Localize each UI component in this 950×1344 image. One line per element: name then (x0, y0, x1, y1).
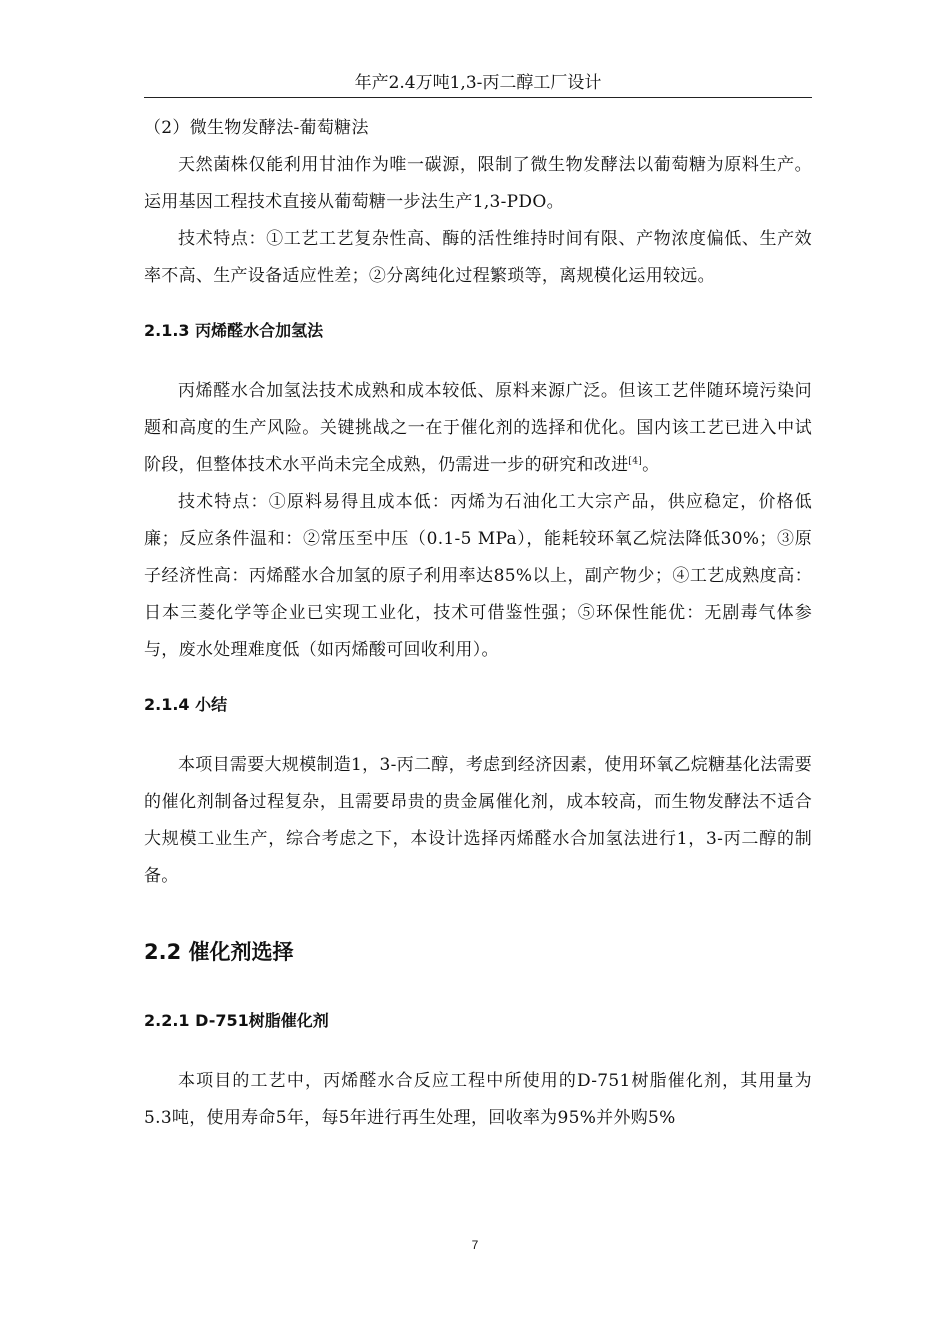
page-header (144, 72, 812, 98)
citation-ref: [4] (628, 456, 643, 467)
section-2-1-3-paragraph-1 (144, 373, 812, 484)
section-2-1-3-paragraph-1-text: 丙烯醛水合加氢法技术成熟和成本较低、原料来源广泛。但该工艺伴随环境污染问题和高度的生产风险。关键挑战之一在于催化剂的选择和优化。国内该工艺已进入中试阶段，但整体技术水平尚未完全成熟，仍需进一步的研究和改进 (144, 381, 812, 475)
section-2-1-3-heading: 2.1.3 丙烯醛水合加氢法 (144, 321, 324, 340)
section-2-2-heading: 2.2 催化剂选择 (144, 940, 294, 964)
section-2-1-4-paragraph-1: 本项目需要大规模制造1，3-丙二醇，考虑到经济因素，使用环氧乙烷糖基化法需要的催化剂制备过程复杂，且需要昂贵的贵金属催化剂，成本较高，而生物发酵法不适合大规模工业生产，综合考虑之下，本设计选择丙烯醛水合加氢法进行1，3-丙二醇的制备。 (144, 755, 812, 886)
section-2-2-1-paragraph-1: 本项目的工艺中，丙烯醛水合反应工程中所使用的D-751树脂催化剂，其用量为5.3吨，使用寿命5年，每5年进行再生处理，回收率为95%并外购5% (144, 1071, 812, 1128)
page-number: 7 (471, 1238, 479, 1252)
method2-paragraph-1: 天然菌株仅能利用甘油作为唯一碳源，限制了微生物发酵法以葡萄糖为原料生产。运用基因工程技术直接从葡萄糖一步法生产1,3-PDO。 (144, 155, 812, 212)
method2-paragraph-2: 技术特点：①工艺工艺复杂性高、酶的活性维持时间有限、产物浓度偏低、生产效率不高、生产设备适应性差；②分离纯化过程繁琐等，离规模化运用较远。 (144, 229, 812, 286)
section-2-1-4-heading: 2.1.4 小结 (144, 695, 228, 714)
section-2-2-1-heading: 2.2.1 D-751树脂催化剂 (144, 1011, 329, 1030)
section-2-1-3-paragraph-1-end: 。 (642, 455, 660, 475)
document-body (144, 110, 812, 1137)
header-title: 年产2.4万吨1,3-丙二醇工厂设计 (354, 73, 602, 93)
section-2-1-3-paragraph-2: 技术特点：①原料易得且成本低：丙烯为石油化工大宗产品，供应稳定，价格低廉；反应条件温和：②常压至中压（0.1-5 MPa），能耗较环氧乙烷法降低30%；③原子经济性高：丙烯醛水合加氢的原子利用率达85%以上，副产物少；④工艺成熟度高：日本三菱化学等企业已实现工业化，技术可借鉴性强；⑤环保性能优：无剧毒气体参与，废水处理难度低（如丙烯酸可回收利用）。 (144, 492, 812, 660)
method2-heading: （2）微生物发酵法-葡萄糖法 (144, 118, 369, 138)
